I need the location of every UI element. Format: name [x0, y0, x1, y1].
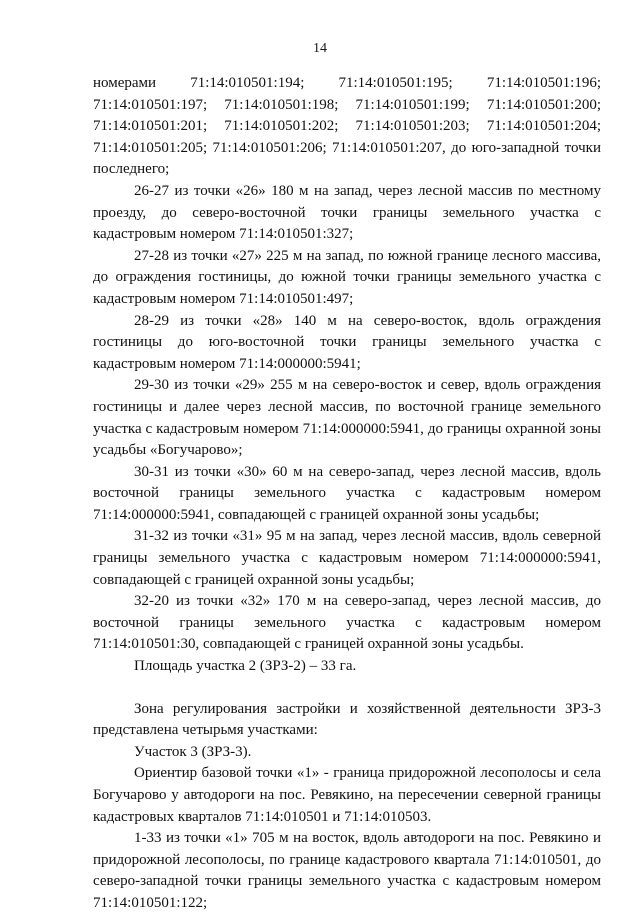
- paragraph-cadastral-list: номерами 71:14:010501:194; 71:14:010501:195; 71:14:010501:196; 71:14:010501:197; 71:14:010501:198; 71:14:010501:199; 71:14:010501:200; 71:14:010501:201; 71:14:010501:202; 71:14:010501:203; 71:14:010501:204; 71:14:010501:205; 71:14:010501:206; 71:14:010501:207, до юго-западной точки последнего;: [93, 75, 601, 178]
- paragraph-segment-29-30: 29-30 из точки «29» 255 м на северо-восток и север, вдоль ограждения гостиницы и далее через лесной массив, по восточной границе земельного участка с кадастровым номером 71:14:000000:5941, до границы охранной зоны усадьбы «Богучарово»;: [93, 377, 601, 459]
- paragraph-zrz-3-intro: Зона регулирования застройки и хозяйственной деятельности ЗРЗ-3 представлена четырьмя участками:: [93, 700, 601, 739]
- paragraph-segment-1-33: 1-33 из точки «1» 705 м на восток, вдоль автодороги на пос. Ревякино и придорожной лесополосы, по границе кадастрового квартала 71:14:010501, до северо-западной точки границы земельного участка с кадастровым номером 71:14:010501:122;: [93, 830, 601, 911]
- document-body: [93, 73, 601, 915]
- page-number: 14: [313, 41, 327, 56]
- paragraph-area-zrz-2: Площадь участка 2 (ЗРЗ-2) – 33 га.: [134, 658, 357, 675]
- paragraph-segment-31-32: 31-32 из точки «31» 95 м на запад, через лесной массив, вдоль северной границы земельного участка с кадастровым номером 71:14:000000:5941, совпадающей с границей охранной зоны усадьбы;: [93, 528, 601, 588]
- paragraph-segment-30-31: 30-31 из точки «30» 60 м на северо-запад, через лесной массив, вдоль восточной границы земельного участка с кадастровым номером 71:14:000000:5941, совпадающей с границей охранной зоны усадьбы;: [93, 463, 601, 523]
- paragraph-segment-28-29: 28-29 из точки «28» 140 м на северо-восток, вдоль ограждения гостиницы до юго-восточной точки границы земельного участка с кадастровым номером 71:14:000000:5941;: [93, 312, 601, 372]
- paragraph-segment-32-20: 32-20 из точки «32» 170 м на северо-запад, через лесной массив, до восточной границы земельного участка с кадастровым номером 71:14:010501:30, совпадающей с границей охранной зоны усадьбы.: [93, 593, 601, 653]
- section-spacer: [93, 678, 601, 699]
- paragraph-segment-26-27: 26-27 из точки «26» 180 м на запад, через лесной массив по местному проезду, до северо-восточной точки границы земельного участка с кадастровым номером 71:14:010501:327;: [93, 182, 601, 243]
- paragraph-segment-27-28: 27-28 из точки «27» 225 м на запад, по южной границе лесного массива, до ограждения гостиницы, до южной точки границы земельного участка с кадастровым номером 71:14:010501:497;: [93, 247, 601, 307]
- paragraph-base-point: Ориентир базовой точки «1» - граница придорожной лесополосы и села Богучарово у автодороги на пос. Ревякино, на пересечении северной границы кадастровых кварталов 71:14:010501 и 71:14:010503.: [93, 765, 601, 825]
- paragraph-plot-3-heading: Участок 3 (ЗРЗ-3).: [134, 743, 252, 760]
